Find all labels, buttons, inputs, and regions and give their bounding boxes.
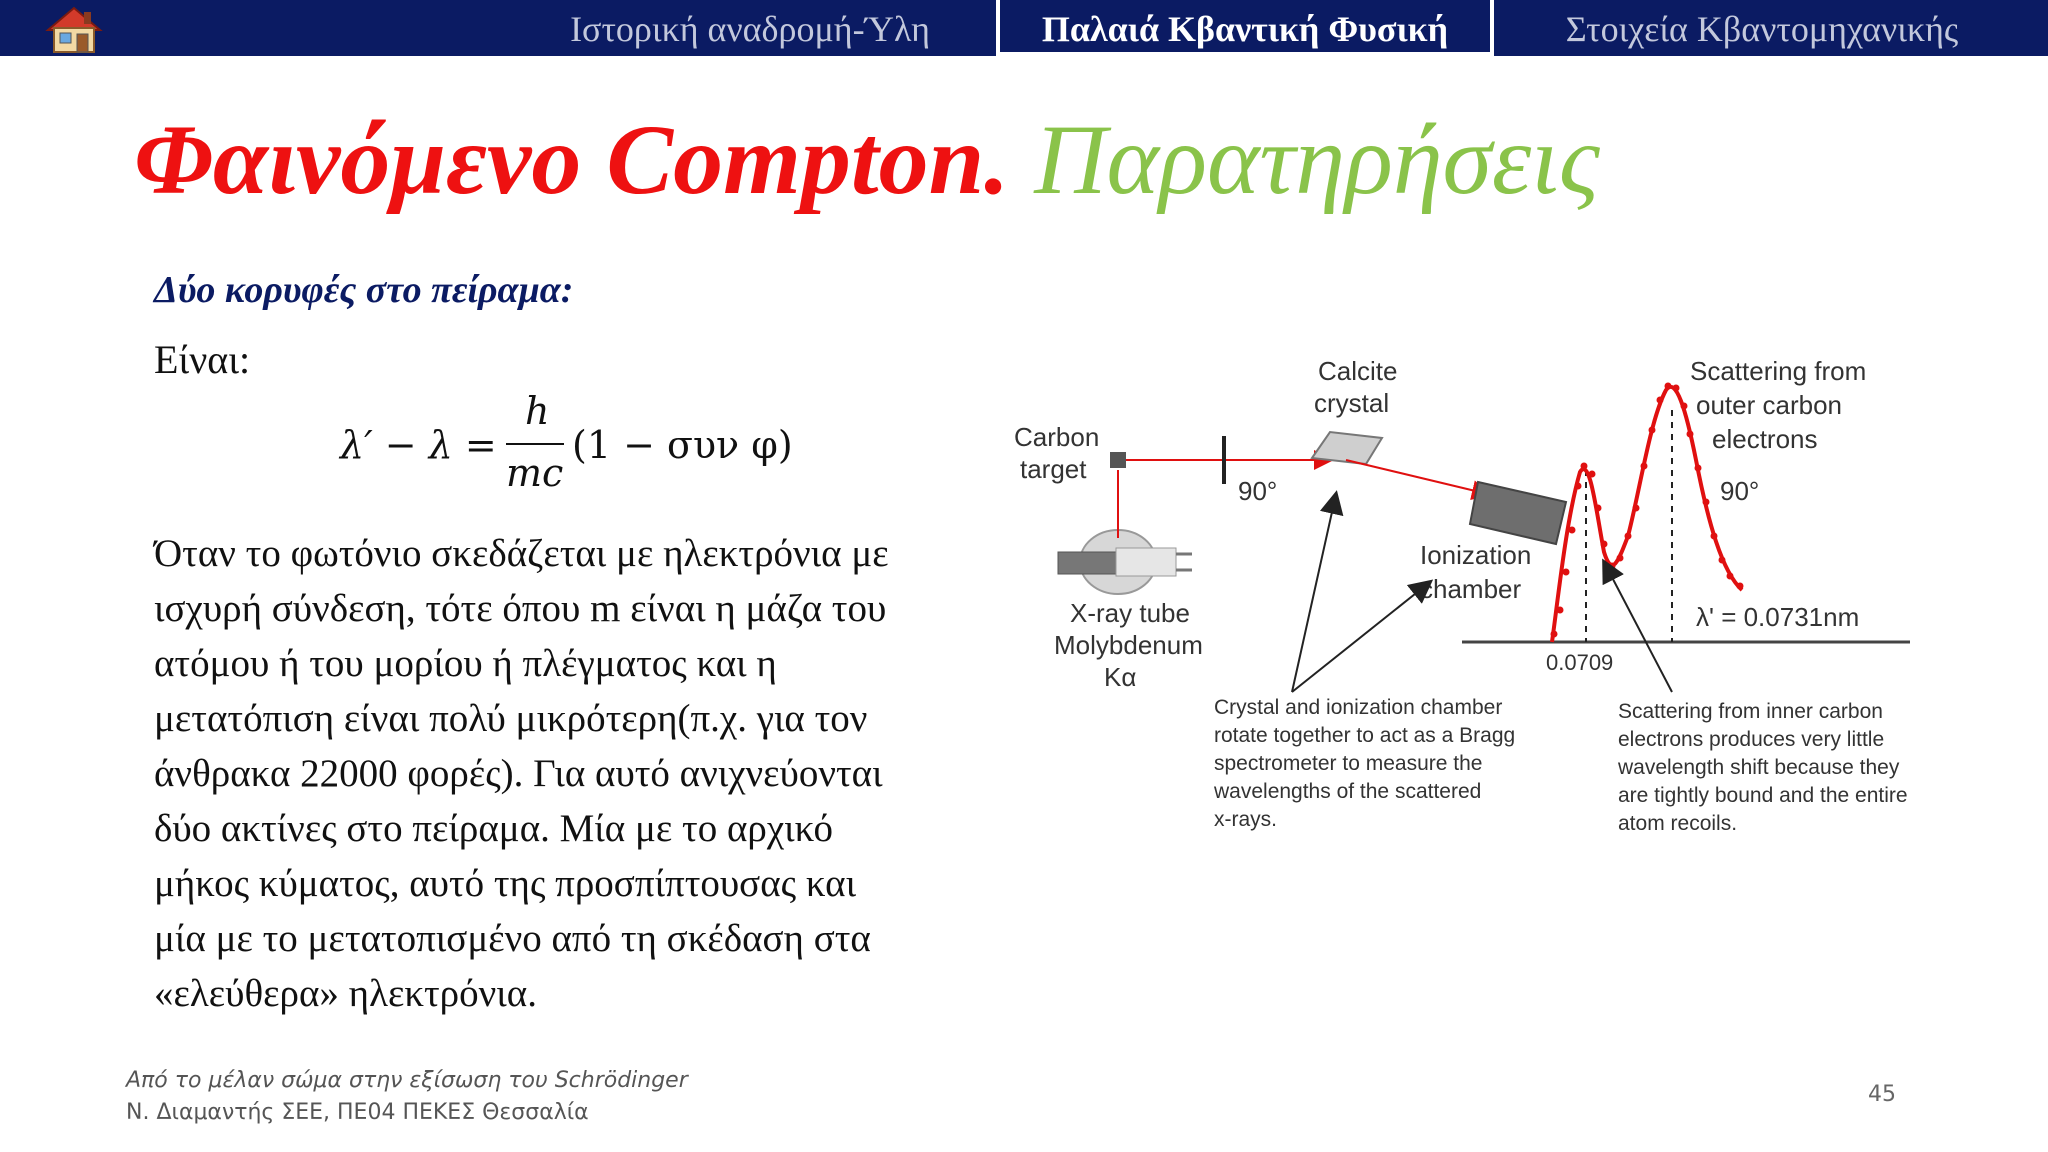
formula-rhs: (1 − συν φ) <box>572 423 793 467</box>
label-scatter-outer-2: outer carbon <box>1696 390 1842 420</box>
top-navigation-bar <box>0 0 2048 56</box>
paragraph-line: «ελεύθερα» ηλεκτρόνια. <box>154 972 537 1015</box>
subheading: Δύο κορυφές στο πείραμα: <box>154 269 574 311</box>
tab-quantum-mechanics-elements[interactable]: Στοιχεία Κβαντομηχανικής <box>1565 9 1959 49</box>
formula-lhs: λ′ − λ = <box>340 423 497 467</box>
label-calcite-2: crystal <box>1314 388 1390 418</box>
spectrum-data-points <box>1551 383 1744 638</box>
inner-scatter-note <box>1617 700 1908 835</box>
inner-note-line: are tightly bound and the entire <box>1618 784 1908 807</box>
label-scatter-outer-3: electrons <box>1712 424 1818 454</box>
label-scatter-outer-1: Scattering from <box>1690 356 1867 386</box>
crystal-note-line: x-rays. <box>1214 808 1277 831</box>
label-carbon-1: Carbon <box>1014 422 1100 452</box>
intro-text: Είναι: <box>154 337 251 382</box>
carbon-target <box>1110 452 1126 468</box>
paragraph-line: δύο ακτίνες στο πείραμα. Μία με το αρχικό <box>154 807 833 850</box>
body-paragraph <box>154 526 984 1021</box>
label-calcite-1: Calcite <box>1318 356 1398 386</box>
label-lambda: 0.0709 <box>1546 650 1614 675</box>
inner-note-line: atom recoils. <box>1618 812 1738 835</box>
compton-experiment-diagram <box>1000 340 1960 864</box>
paragraph-line: άνθρακα 22000 φορές). Για αυτό ανιχνεύονται <box>154 752 883 795</box>
formula-denominator: mc <box>506 451 564 495</box>
paragraph-line: μία με το μετατοπισμένο από τη σκέδαση στα <box>154 917 871 960</box>
crystal-note-line: Crystal and ionization chamber <box>1214 696 1503 719</box>
footer-author: Ν. Διαμαντής ΣΕΕ, ΠΕ04 ΠΕΚΕΣ Θεσσαλία <box>126 1100 589 1125</box>
collimator-slit <box>1222 436 1226 484</box>
diffracted-beam <box>1346 460 1488 494</box>
calcite-crystal <box>1312 432 1382 464</box>
house-icon[interactable] <box>44 4 104 54</box>
xray-tube <box>1058 530 1192 594</box>
crystal-note <box>1213 696 1515 831</box>
slide-title-main: Φαινόμενο Compton. <box>134 104 1010 215</box>
tab-old-quantum-physics[interactable] <box>996 0 1494 56</box>
label-angle-right: 90° <box>1720 476 1760 506</box>
inner-note-line: electrons produces very little <box>1618 728 1885 751</box>
inner-note-line: Scattering from inner carbon <box>1618 700 1883 723</box>
crystal-note-line: spectrometer to measure the <box>1214 752 1483 775</box>
ionization-chamber <box>1470 482 1566 544</box>
crystal-note-line: wavelengths of the scattered <box>1214 780 1482 803</box>
paragraph-line: ισχυρή σύνδεση, τότε όπου m είναι η μάζα του <box>154 587 887 630</box>
label-carbon-2: target <box>1020 454 1087 484</box>
paragraph-line: Όταν το φωτόνιο σκεδάζεται με ηλεκτρόνια με <box>154 532 889 575</box>
slide-title-sub: Παρατηρήσεις <box>1034 104 1600 215</box>
label-xray-2: Molybdenum <box>1054 630 1203 660</box>
crystal-note-line: rotate together to act as a Bragg <box>1214 724 1516 747</box>
paragraph-line: μετατόπιση είναι πολύ μικρότερη(π.χ. για τον <box>154 697 868 740</box>
footer-title: Από το μέλαν σώμα στην εξίσωση του Schrödinger <box>126 1068 688 1093</box>
page-number: 45 <box>1868 1082 1896 1107</box>
tab-old-quantum-physics-label: Παλαιά Κβαντική Φυσική <box>1000 0 1490 52</box>
label-lambda-prime: λ' = 0.0731nm <box>1696 602 1860 632</box>
tab-history-matter[interactable]: Ιστορική αναδρομή-Ύλη <box>570 9 930 49</box>
paragraph-line: ατόμου ή του μορίου ή πλέγματος και η <box>154 642 777 685</box>
label-xray-1: X-ray tube <box>1070 598 1190 628</box>
inner-note-line: wavelength shift because they <box>1618 756 1900 779</box>
formula-numerator: h <box>525 389 550 433</box>
paragraph-line: μήκος κύματος, αυτό της προσπίπτουσας και <box>154 862 857 905</box>
label-ionization-1: Ionization <box>1420 540 1532 570</box>
compton-formula <box>340 386 820 505</box>
label-angle-left: 90° <box>1238 476 1278 506</box>
label-xray-3: Kα <box>1104 662 1137 692</box>
label-ionization-2: chamber <box>1420 574 1522 604</box>
pointer-arrow-inner <box>1604 562 1672 692</box>
slide-title <box>134 102 1600 217</box>
